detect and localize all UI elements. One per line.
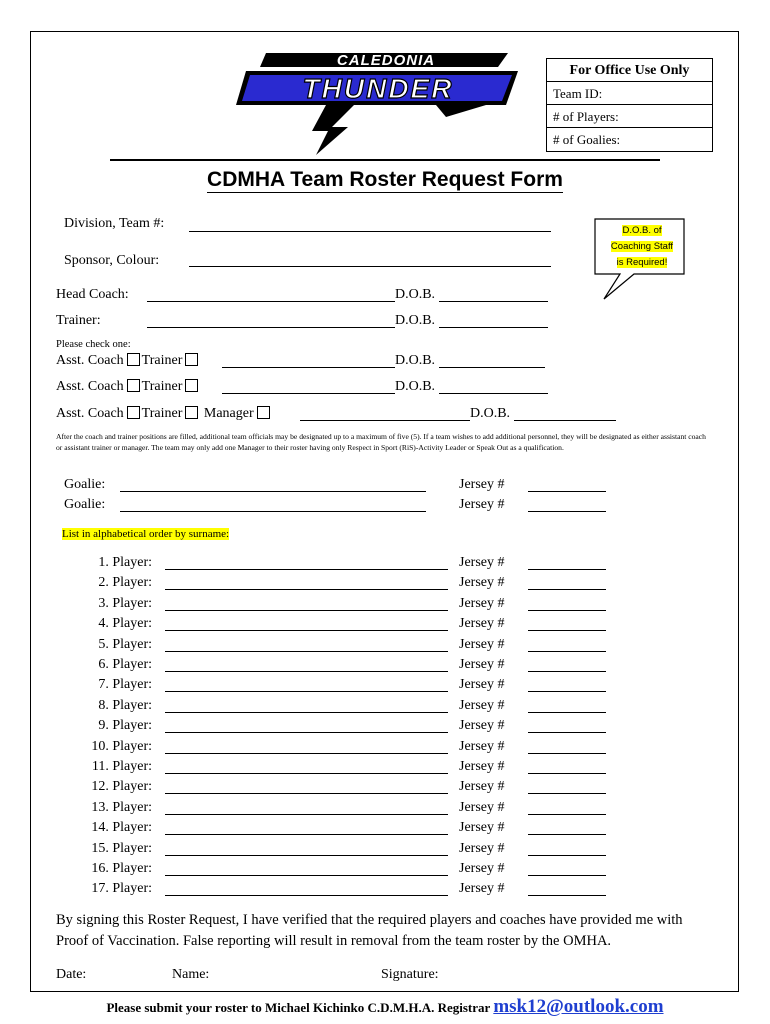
asst-coach-checkbox[interactable] — [127, 406, 140, 419]
player-name-input[interactable] — [165, 671, 448, 672]
goalie-1-input[interactable] — [120, 491, 426, 492]
asst-row-1: Asst. Coach Trainer — [56, 353, 200, 369]
goalie-1-jersey-input[interactable] — [528, 491, 606, 492]
player-name-input[interactable] — [165, 651, 448, 652]
player-jersey-input[interactable] — [528, 732, 606, 733]
player-label: 3. Player: — [98, 595, 152, 611]
asst-2-input[interactable] — [222, 393, 395, 394]
sponsor-label: Sponsor, Colour: — [64, 253, 160, 268]
head-coach-label: Head Coach: — [56, 287, 129, 302]
player-jersey-input[interactable] — [528, 610, 606, 611]
player-jersey-input[interactable] — [528, 691, 606, 692]
player-jersey-label: Jersey # — [459, 657, 505, 672]
player-jersey-input[interactable] — [528, 834, 606, 835]
player-label: 17. Player: — [91, 881, 152, 897]
trainer-checkbox[interactable] — [185, 406, 198, 419]
player-label: 6. Player: — [98, 657, 152, 672]
goalie-label: Goalie: — [64, 497, 106, 512]
player-label: 16. Player: — [91, 861, 152, 876]
player-jersey-input[interactable] — [528, 630, 606, 631]
player-jersey-input[interactable] — [528, 589, 606, 590]
name-label: Name: — [172, 967, 210, 982]
asst-coach-checkbox[interactable] — [127, 353, 140, 366]
goalies-count-field[interactable]: # of Goalies: — [553, 132, 621, 147]
player-jersey-label: Jersey # — [459, 555, 505, 570]
callout-text: D.O.B. of Coaching Staff is Required! — [610, 225, 674, 268]
player-jersey-input[interactable] — [528, 651, 606, 652]
player-jersey-input[interactable] — [528, 671, 606, 672]
player-jersey-label: Jersey # — [459, 779, 505, 795]
goalie-jersey-label: Jersey # — [459, 497, 505, 512]
head-coach-dob-label: D.O.B. — [395, 287, 436, 302]
player-label: 14. Player: — [91, 820, 152, 836]
player-label: 2. Player: — [98, 575, 152, 591]
player-jersey-label: Jersey # — [459, 636, 505, 652]
player-jersey-input[interactable] — [528, 712, 606, 713]
team-id-field[interactable]: Team ID: — [547, 82, 712, 105]
division-input[interactable] — [189, 231, 551, 232]
asst-3-input[interactable] — [300, 420, 470, 421]
sponsor-input[interactable] — [189, 266, 551, 267]
player-name-input[interactable] — [165, 691, 448, 692]
asst-coach-checkbox[interactable] — [127, 379, 140, 392]
players-count-field[interactable]: # of Players: — [547, 105, 712, 128]
please-check-label: Please check one: — [56, 339, 131, 350]
header-rule — [110, 159, 660, 161]
alphabetical-note: List in alphabetical order by surname: — [62, 528, 230, 540]
trainer-checkbox[interactable] — [185, 379, 198, 392]
trainer-checkbox[interactable] — [185, 353, 198, 366]
player-label: 8. Player: — [98, 697, 152, 713]
player-label: 12. Player: — [91, 779, 152, 795]
player-jersey-label: Jersey # — [459, 697, 505, 713]
trainer-dob-input[interactable] — [439, 327, 548, 328]
svg-text:THUNDER: THUNDER — [302, 73, 454, 104]
player-label: 5. Player: — [98, 636, 152, 652]
registrar-email-link[interactable]: msk12@outlook.com — [493, 996, 664, 1017]
head-coach-input[interactable] — [147, 301, 395, 302]
trainer-label: Trainer: — [56, 313, 101, 328]
goalie-2-jersey-input[interactable] — [528, 511, 606, 512]
player-jersey-label: Jersey # — [459, 616, 505, 632]
player-name-input[interactable] — [165, 630, 448, 631]
signature-label: Signature: — [381, 967, 439, 982]
caledonia-thunder-logo — [236, 45, 526, 155]
player-jersey-input[interactable] — [528, 814, 606, 815]
player-jersey-input[interactable] — [528, 895, 606, 896]
player-name-input[interactable] — [165, 814, 448, 815]
asst-row-3: Asst. Coach Trainer Manager — [56, 406, 272, 422]
office-use-box — [546, 58, 713, 152]
player-jersey-input[interactable] — [528, 569, 606, 570]
submission-footer: Please submit your roster to Michael Kichinko C.D.M.H.A. Registrar msk12@outlook.com — [106, 996, 664, 1017]
goalie-jersey-label: Jersey # — [459, 477, 505, 492]
date-label: Date: — [56, 967, 87, 982]
player-name-input[interactable] — [165, 753, 448, 754]
player-jersey-label: Jersey # — [459, 881, 505, 897]
player-label: 11. Player: — [91, 759, 152, 774]
trainer-input[interactable] — [147, 327, 395, 328]
player-name-input[interactable] — [165, 732, 448, 733]
asst-2-dob-label: D.O.B. — [395, 379, 436, 394]
trainer-dob-label: D.O.B. — [395, 313, 436, 328]
player-name-input[interactable] — [165, 875, 448, 876]
player-label: 10. Player: — [91, 738, 152, 754]
player-label: 1. Player: — [98, 555, 152, 570]
asst-3-dob-label: D.O.B. — [470, 406, 511, 421]
page-title: CDMHA Team Roster Request Form — [207, 168, 563, 191]
goalie-2-input[interactable] — [120, 511, 426, 512]
player-jersey-label: Jersey # — [459, 677, 505, 693]
player-name-input[interactable] — [165, 895, 448, 896]
player-jersey-input[interactable] — [528, 773, 606, 774]
player-name-input[interactable] — [165, 773, 448, 774]
asst-3-dob-input[interactable] — [514, 420, 616, 421]
player-jersey-label: Jersey # — [459, 820, 505, 836]
player-jersey-label: Jersey # — [459, 595, 505, 611]
player-jersey-label: Jersey # — [459, 840, 505, 856]
asst-1-dob-input[interactable] — [439, 367, 545, 368]
player-name-input[interactable] — [165, 834, 448, 835]
player-name-input[interactable] — [165, 855, 448, 856]
player-label: 9. Player: — [98, 718, 152, 734]
player-jersey-label: Jersey # — [459, 799, 505, 815]
player-label: 7. Player: — [98, 677, 152, 693]
asst-2-dob-input[interactable] — [439, 393, 548, 394]
head-coach-dob-input[interactable] — [439, 301, 548, 302]
player-jersey-input[interactable] — [528, 753, 606, 754]
vaccination-statement: By signing this Roster Request, I have verified that the required players and coaches have provided me with Proof of Vaccination. False reporting will result in removal from the team roster by the OMHA. — [56, 912, 683, 949]
player-jersey-label: Jersey # — [459, 718, 505, 734]
player-jersey-label: Jersey # — [459, 738, 505, 754]
manager-checkbox[interactable] — [257, 406, 270, 419]
player-jersey-input[interactable] — [528, 793, 606, 794]
player-jersey-label: Jersey # — [459, 575, 505, 591]
goalie-label: Goalie: — [64, 477, 106, 492]
player-name-input[interactable] — [165, 793, 448, 794]
office-header: For Office Use Only — [547, 59, 712, 82]
player-jersey-label: Jersey # — [459, 861, 505, 876]
svg-text:CALEDONIA: CALEDONIA — [336, 52, 436, 69]
player-jersey-label: Jersey # — [459, 759, 505, 774]
officials-note: After the coach and trainer positions are filled, additional team officials may be designated up to a maximum of five (5). If a team wishes to add additional personnel, they will be designated as either assistant coach or assistant trainer or manager. The team may only add one Manager to their roster having only Respect in Sport (RiS)-Activity Leader or Speak Out as a qualification. — [56, 432, 706, 452]
player-label: 15. Player: — [91, 840, 152, 856]
player-name-input[interactable] — [165, 610, 448, 611]
player-jersey-input[interactable] — [528, 875, 606, 876]
player-jersey-input[interactable] — [528, 855, 606, 856]
player-label: 13. Player: — [91, 799, 152, 815]
player-name-input[interactable] — [165, 712, 448, 713]
player-label: 4. Player: — [98, 616, 152, 632]
player-name-input[interactable] — [165, 589, 448, 590]
player-name-input[interactable] — [165, 569, 448, 570]
asst-row-2: Asst. Coach Trainer — [56, 379, 200, 395]
asst-1-dob-label: D.O.B. — [395, 353, 436, 368]
asst-1-input[interactable] — [222, 367, 395, 368]
division-label: Division, Team #: — [64, 216, 165, 231]
